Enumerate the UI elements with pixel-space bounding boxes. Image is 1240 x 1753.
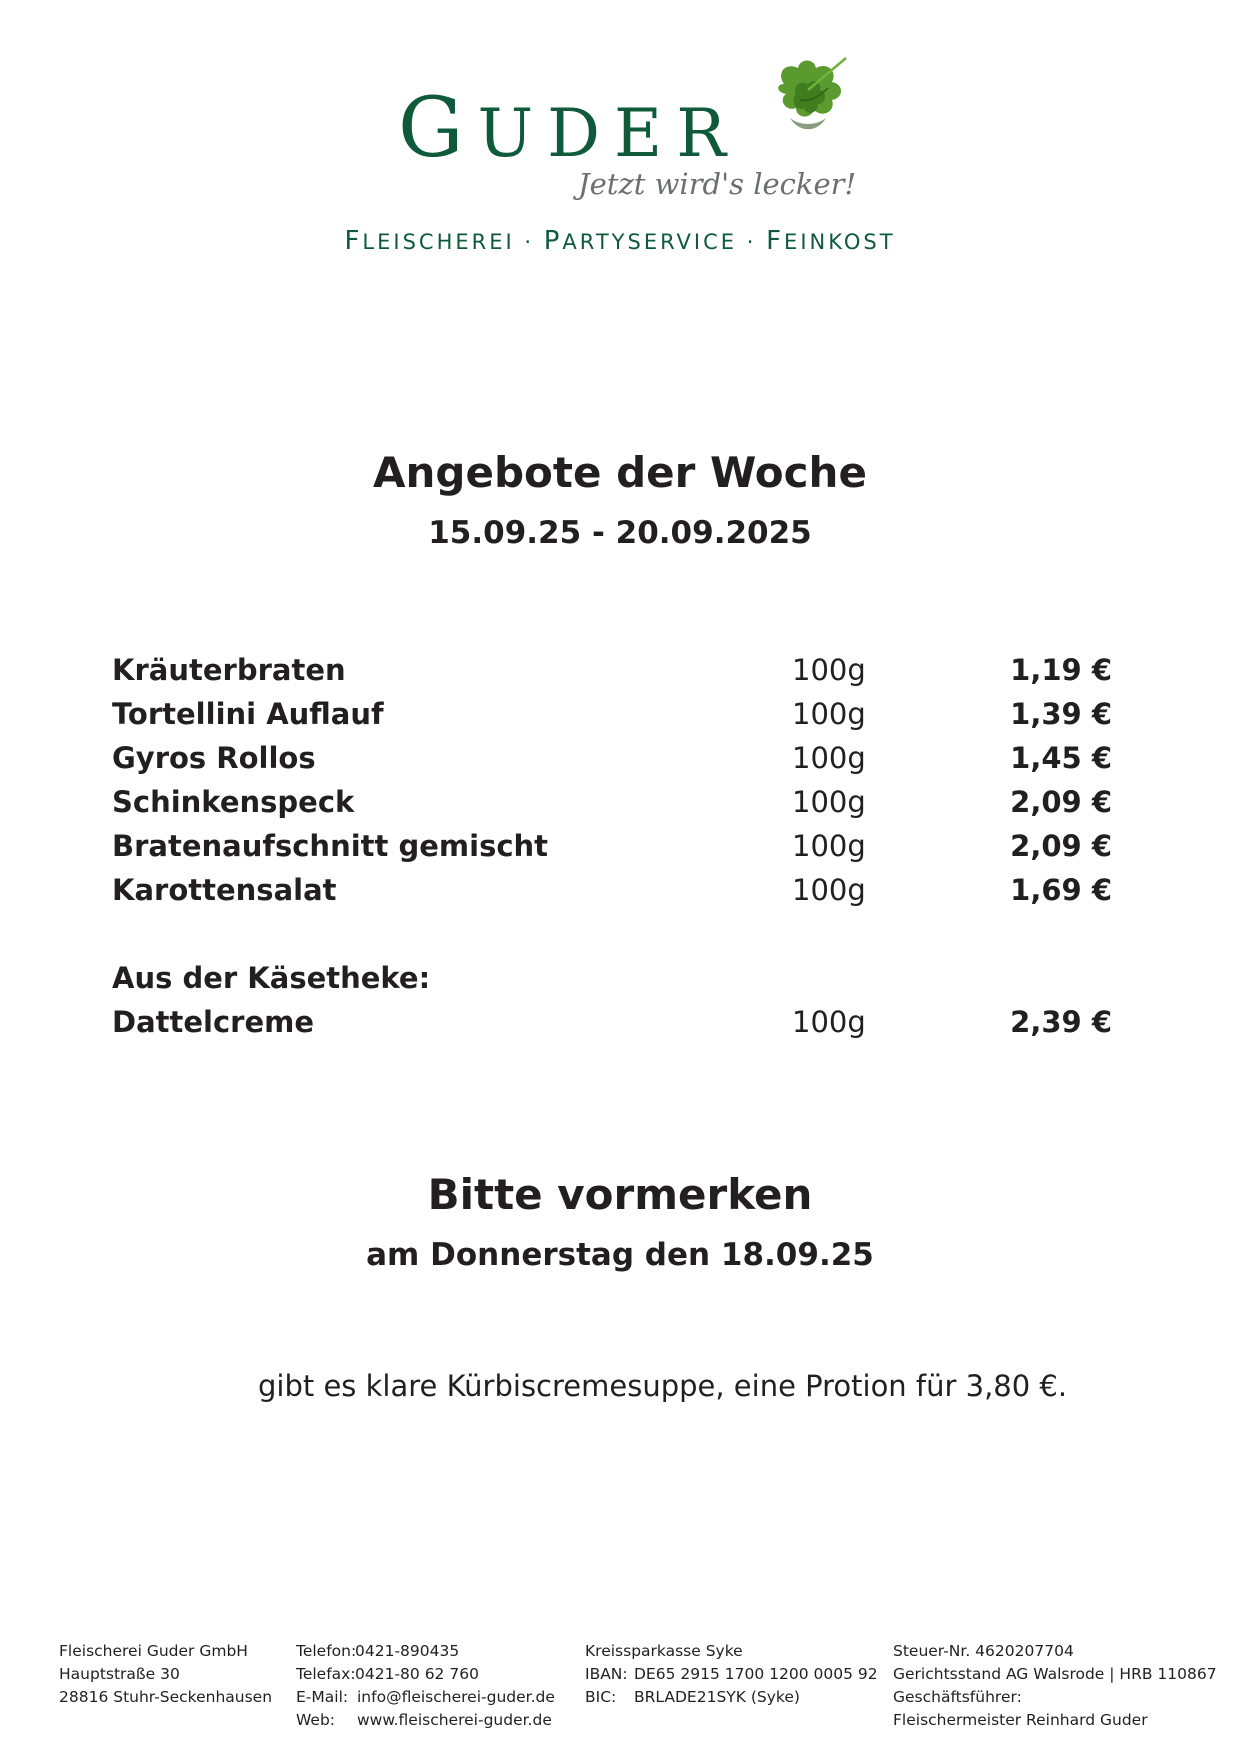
section-gap xyxy=(112,912,1122,956)
court-register: Gerichtsstand AG Walsrode | HRB 110867 xyxy=(893,1665,1217,1683)
offer-name: Tortellini Auflauf xyxy=(112,697,384,731)
offer-name: Bratenaufschnitt gemischt xyxy=(112,829,549,863)
company-logo xyxy=(0,0,1240,280)
offer-price: 2,09 € xyxy=(1010,829,1112,863)
offer-unit: 100g xyxy=(792,1005,866,1039)
offer-row xyxy=(112,1000,1122,1044)
reminder-title: Bitte vormerken xyxy=(427,1170,813,1219)
company-city: 28816 Stuhr-Seckenhausen xyxy=(59,1688,273,1706)
bank-name: Kreissparkasse Syke xyxy=(585,1642,743,1660)
bic-label: BIC: xyxy=(585,1688,617,1706)
offer-unit: 100g xyxy=(792,829,866,863)
reminder-subtitle: am Donnerstag den 18.09.25 xyxy=(366,1237,874,1273)
offer-unit: 100g xyxy=(792,873,866,907)
reminder-text: gibt es klare Kürbiscremesuppe, eine Protion für 3,80 €. xyxy=(258,1369,1068,1403)
offer-name: Kräuterbraten xyxy=(112,653,346,687)
offers-date-range: 15.09.25 - 20.09.2025 xyxy=(428,515,812,551)
parsley-leaf-icon xyxy=(756,54,852,138)
cheese-section-title: Aus der Käsetheke: xyxy=(112,961,431,995)
offer-name: Gyros Rollos xyxy=(112,741,316,775)
offer-price: 1,69 € xyxy=(1010,873,1112,907)
tax-number: Steuer-Nr. 4620207704 xyxy=(893,1642,1074,1660)
offer-row xyxy=(112,736,1122,780)
footer-company xyxy=(59,1640,272,1709)
offer-price: 1,19 € xyxy=(1010,653,1112,687)
offer-price: 2,09 € xyxy=(1010,785,1112,819)
footer-legal xyxy=(893,1640,1217,1732)
offer-unit: 100g xyxy=(792,653,866,687)
email-label: E-Mail: xyxy=(296,1688,349,1706)
offers-list xyxy=(112,648,1122,1044)
offer-row xyxy=(112,692,1122,736)
phone-number: 0421-890435 xyxy=(355,1642,460,1660)
offer-name: Schinkenspeck xyxy=(112,785,355,819)
ceo-label: Geschäftsführer: xyxy=(893,1688,1022,1706)
ceo-name: Fleischermeister Reinhard Guder xyxy=(893,1711,1148,1729)
offer-price: 1,39 € xyxy=(1010,697,1112,731)
offer-row xyxy=(112,780,1122,824)
offer-price: 2,39 € xyxy=(1010,1005,1112,1039)
offer-price: 1,45 € xyxy=(1010,741,1112,775)
bic-value: BRLADE21SYK (Syke) xyxy=(634,1688,800,1706)
website-link[interactable]: www.fleischerei-guder.de xyxy=(357,1711,552,1729)
footer-contact xyxy=(296,1640,555,1732)
company-name: Fleischerei Guder GmbH xyxy=(59,1642,248,1660)
fax-number: 0421-80 62 760 xyxy=(355,1665,479,1683)
logo-wordmark: GUDER xyxy=(398,81,740,176)
offer-row xyxy=(112,648,1122,692)
offer-name: Karottensalat xyxy=(112,873,337,907)
iban-label: IBAN: xyxy=(585,1665,628,1683)
offer-row xyxy=(112,868,1122,912)
logo-slogan: Jetzt wird's lecker! xyxy=(578,167,857,201)
offer-unit: 100g xyxy=(792,741,866,775)
email-link[interactable]: info@fleischerei-guder.de xyxy=(357,1688,555,1706)
offer-row xyxy=(112,824,1122,868)
offer-unit: 100g xyxy=(792,785,866,819)
footer-bank xyxy=(585,1640,878,1709)
offers-title: Angebote der Woche xyxy=(373,448,867,497)
fax-label: Telefax: xyxy=(296,1665,356,1683)
phone-label: Telefon: xyxy=(296,1642,357,1660)
logo-tagline: FLEISCHEREI · PARTYSERVICE · FEINKOST xyxy=(344,226,896,256)
web-label: Web: xyxy=(296,1711,336,1729)
iban-value: DE65 2915 1700 1200 0005 92 xyxy=(634,1665,878,1683)
offer-unit: 100g xyxy=(792,697,866,731)
company-street: Hauptstraße 30 xyxy=(59,1665,180,1683)
offer-name: Dattelcreme xyxy=(112,1005,315,1039)
